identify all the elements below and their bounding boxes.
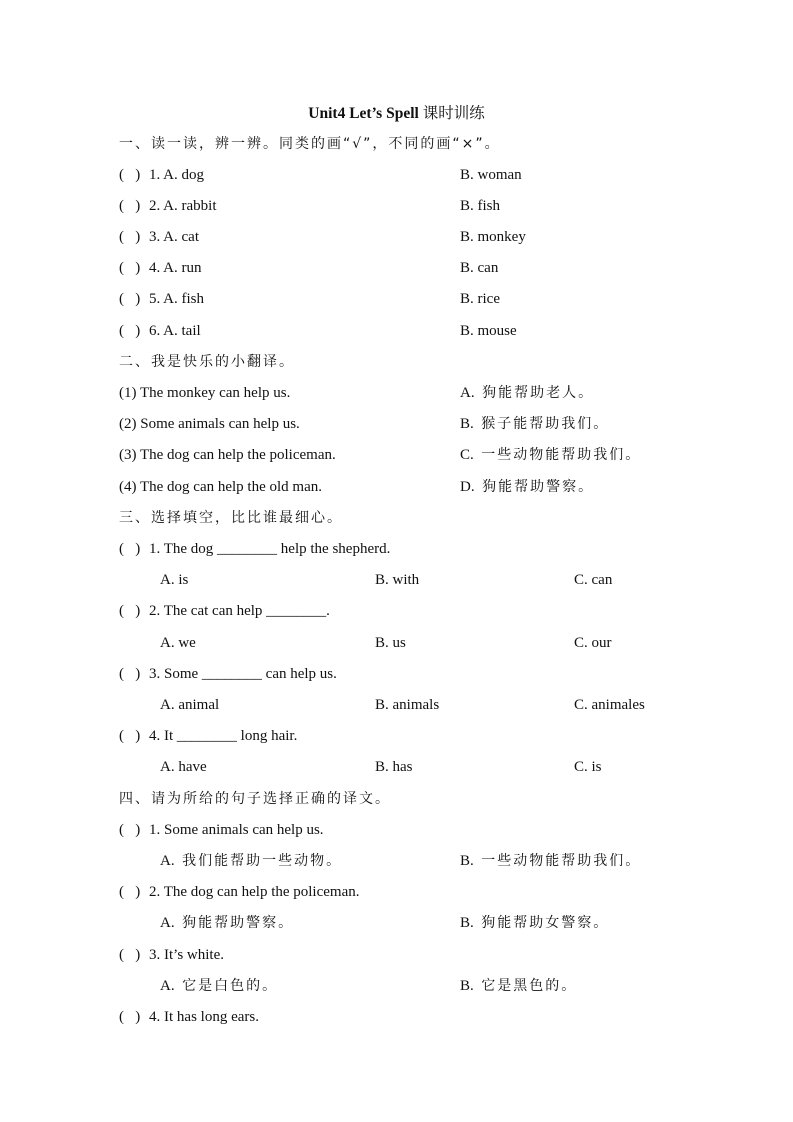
section1-heading: 一、读一读，辨一辨。同类的画“√”，不同的画“×”。 (119, 136, 501, 152)
s2-chinese-1 (460, 382, 594, 404)
s4-question-text: 4. It has long ears. (149, 1009, 259, 1025)
s2-chinese-2 (460, 413, 609, 435)
answer-blank[interactable]: ( ) (119, 884, 141, 900)
title-english: Unit4 Let’s Spell (308, 105, 419, 122)
option-text: 它是黑色的。 (481, 978, 578, 994)
s4-question-text: 2. The dog can help the policeman. (149, 884, 360, 900)
option-text: 一些动物能帮助我们。 (481, 853, 642, 869)
s4-q1-option-b (460, 850, 641, 872)
s4-question-4 (119, 1006, 259, 1028)
s3-question-2 (119, 600, 330, 622)
s2-letter: A. (460, 385, 475, 401)
option-text: 它是白色的。 (182, 978, 279, 994)
s2-letter: B. (460, 416, 474, 432)
s4-question-1 (119, 819, 324, 841)
s1-item-2-b: B. fish (460, 198, 501, 214)
s2-translation: 猴子能帮助我们。 (481, 416, 610, 432)
s4-q3-option-b (460, 975, 577, 997)
answer-blank[interactable]: ( ) (119, 1009, 141, 1025)
s1-item-3 (119, 226, 199, 248)
s1-item-3-b: B. monkey (460, 229, 526, 245)
s1-item-1-a: 1. A. dog (149, 167, 205, 183)
s1-item-2 (119, 195, 217, 217)
s1-item-6-a: 6. A. tail (149, 323, 201, 339)
s2-english-4: (4) The dog can help the old man. (119, 479, 322, 495)
section2-heading: 二、我是快乐的小翻译。 (119, 354, 295, 370)
s1-item-3-a: 3. A. cat (149, 229, 199, 245)
s2-translation: 狗能帮助警察。 (482, 479, 595, 495)
s3-q2-option-b: B. us (375, 635, 406, 651)
s3-question-1 (119, 538, 390, 560)
s3-q1-option-a: A. is (160, 572, 189, 588)
s1-item-6-b: B. mouse (460, 323, 517, 339)
s1-item-4-b: B. can (460, 260, 499, 276)
option-text: 我们能帮助一些动物。 (182, 853, 343, 869)
s1-item-4 (119, 257, 202, 279)
answer-blank[interactable]: ( ) (119, 167, 141, 183)
s3-q1-option-b: B. with (375, 572, 420, 588)
s2-translation: 狗能帮助老人。 (482, 385, 595, 401)
s2-english-3: (3) The dog can help the policeman. (119, 447, 336, 463)
option-letter: A. (160, 915, 175, 931)
answer-blank[interactable]: ( ) (119, 291, 141, 307)
answer-blank[interactable]: ( ) (119, 728, 141, 744)
s1-item-6 (119, 320, 201, 342)
answer-blank[interactable]: ( ) (119, 947, 141, 963)
s3-question-text: 4. It ________ long hair. (149, 728, 298, 744)
s4-q2-option-b (460, 912, 609, 934)
option-letter: B. (460, 853, 474, 869)
s3-q2-option-c: C. our (574, 635, 612, 651)
option-letter: B. (460, 978, 474, 994)
s1-item-5 (119, 288, 204, 310)
s1-item-4-a: 4. A. run (149, 260, 202, 276)
s3-q1-option-c: C. can (574, 572, 613, 588)
option-text: 狗能帮助警察。 (182, 915, 295, 931)
option-letter: A. (160, 978, 175, 994)
s4-question-text: 1. Some animals can help us. (149, 822, 324, 838)
s2-chinese-4 (460, 476, 594, 498)
s4-question-text: 3. It’s white. (149, 947, 224, 963)
s2-chinese-3 (460, 444, 641, 466)
s1-item-5-b: B. rice (460, 291, 500, 307)
s2-translation: 一些动物能帮助我们。 (481, 447, 642, 463)
s2-letter: C. (460, 447, 474, 463)
s1-item-5-a: 5. A. fish (149, 291, 205, 307)
s4-question-3 (119, 944, 224, 966)
s1-item-2-a: 2. A. rabbit (149, 198, 217, 214)
section4-heading: 四、请为所给的句子选择正确的译文。 (119, 791, 391, 807)
s1-item-1-b: B. woman (460, 167, 522, 183)
section3-heading: 三、选择填空，比比谁最细心。 (119, 510, 343, 526)
s3-q3-option-b: B. animals (375, 697, 440, 713)
s3-question-3 (119, 663, 337, 685)
s4-q2-option-a (160, 912, 294, 934)
s3-q2-option-a: A. we (160, 635, 196, 651)
s3-q4-option-b: B. has (375, 759, 413, 775)
s1-item-1 (119, 164, 204, 186)
s2-english-2: (2) Some animals can help us. (119, 416, 300, 432)
s4-question-2 (119, 881, 360, 903)
s2-english-1: (1) The monkey can help us. (119, 385, 291, 401)
s3-question-text: 3. Some ________ can help us. (149, 666, 337, 682)
page-title (0, 101, 793, 123)
s3-q3-option-c: C. animales (574, 697, 645, 713)
s3-question-text: 1. The dog ________ help the shepherd. (149, 541, 391, 557)
s3-q4-option-c: C. is (574, 759, 602, 775)
answer-blank[interactable]: ( ) (119, 323, 141, 339)
s3-question-text: 2. The cat can help ________. (149, 603, 330, 619)
s4-q3-option-a (160, 975, 278, 997)
s4-q1-option-a (160, 850, 342, 872)
title-chinese: 课时训练 (422, 105, 485, 122)
s3-q3-option-a: A. animal (160, 697, 220, 713)
s3-question-4 (119, 725, 297, 747)
option-letter: A. (160, 853, 175, 869)
s2-letter: D. (460, 479, 475, 495)
answer-blank[interactable]: ( ) (119, 666, 141, 682)
answer-blank[interactable]: ( ) (119, 260, 141, 276)
option-letter: B. (460, 915, 474, 931)
s3-q4-option-a: A. have (160, 759, 207, 775)
option-text: 狗能帮助女警察。 (481, 915, 610, 931)
answer-blank[interactable]: ( ) (119, 603, 141, 619)
answer-blank[interactable]: ( ) (119, 822, 141, 838)
answer-blank[interactable]: ( ) (119, 541, 141, 557)
answer-blank[interactable]: ( ) (119, 229, 141, 245)
answer-blank[interactable]: ( ) (119, 198, 141, 214)
